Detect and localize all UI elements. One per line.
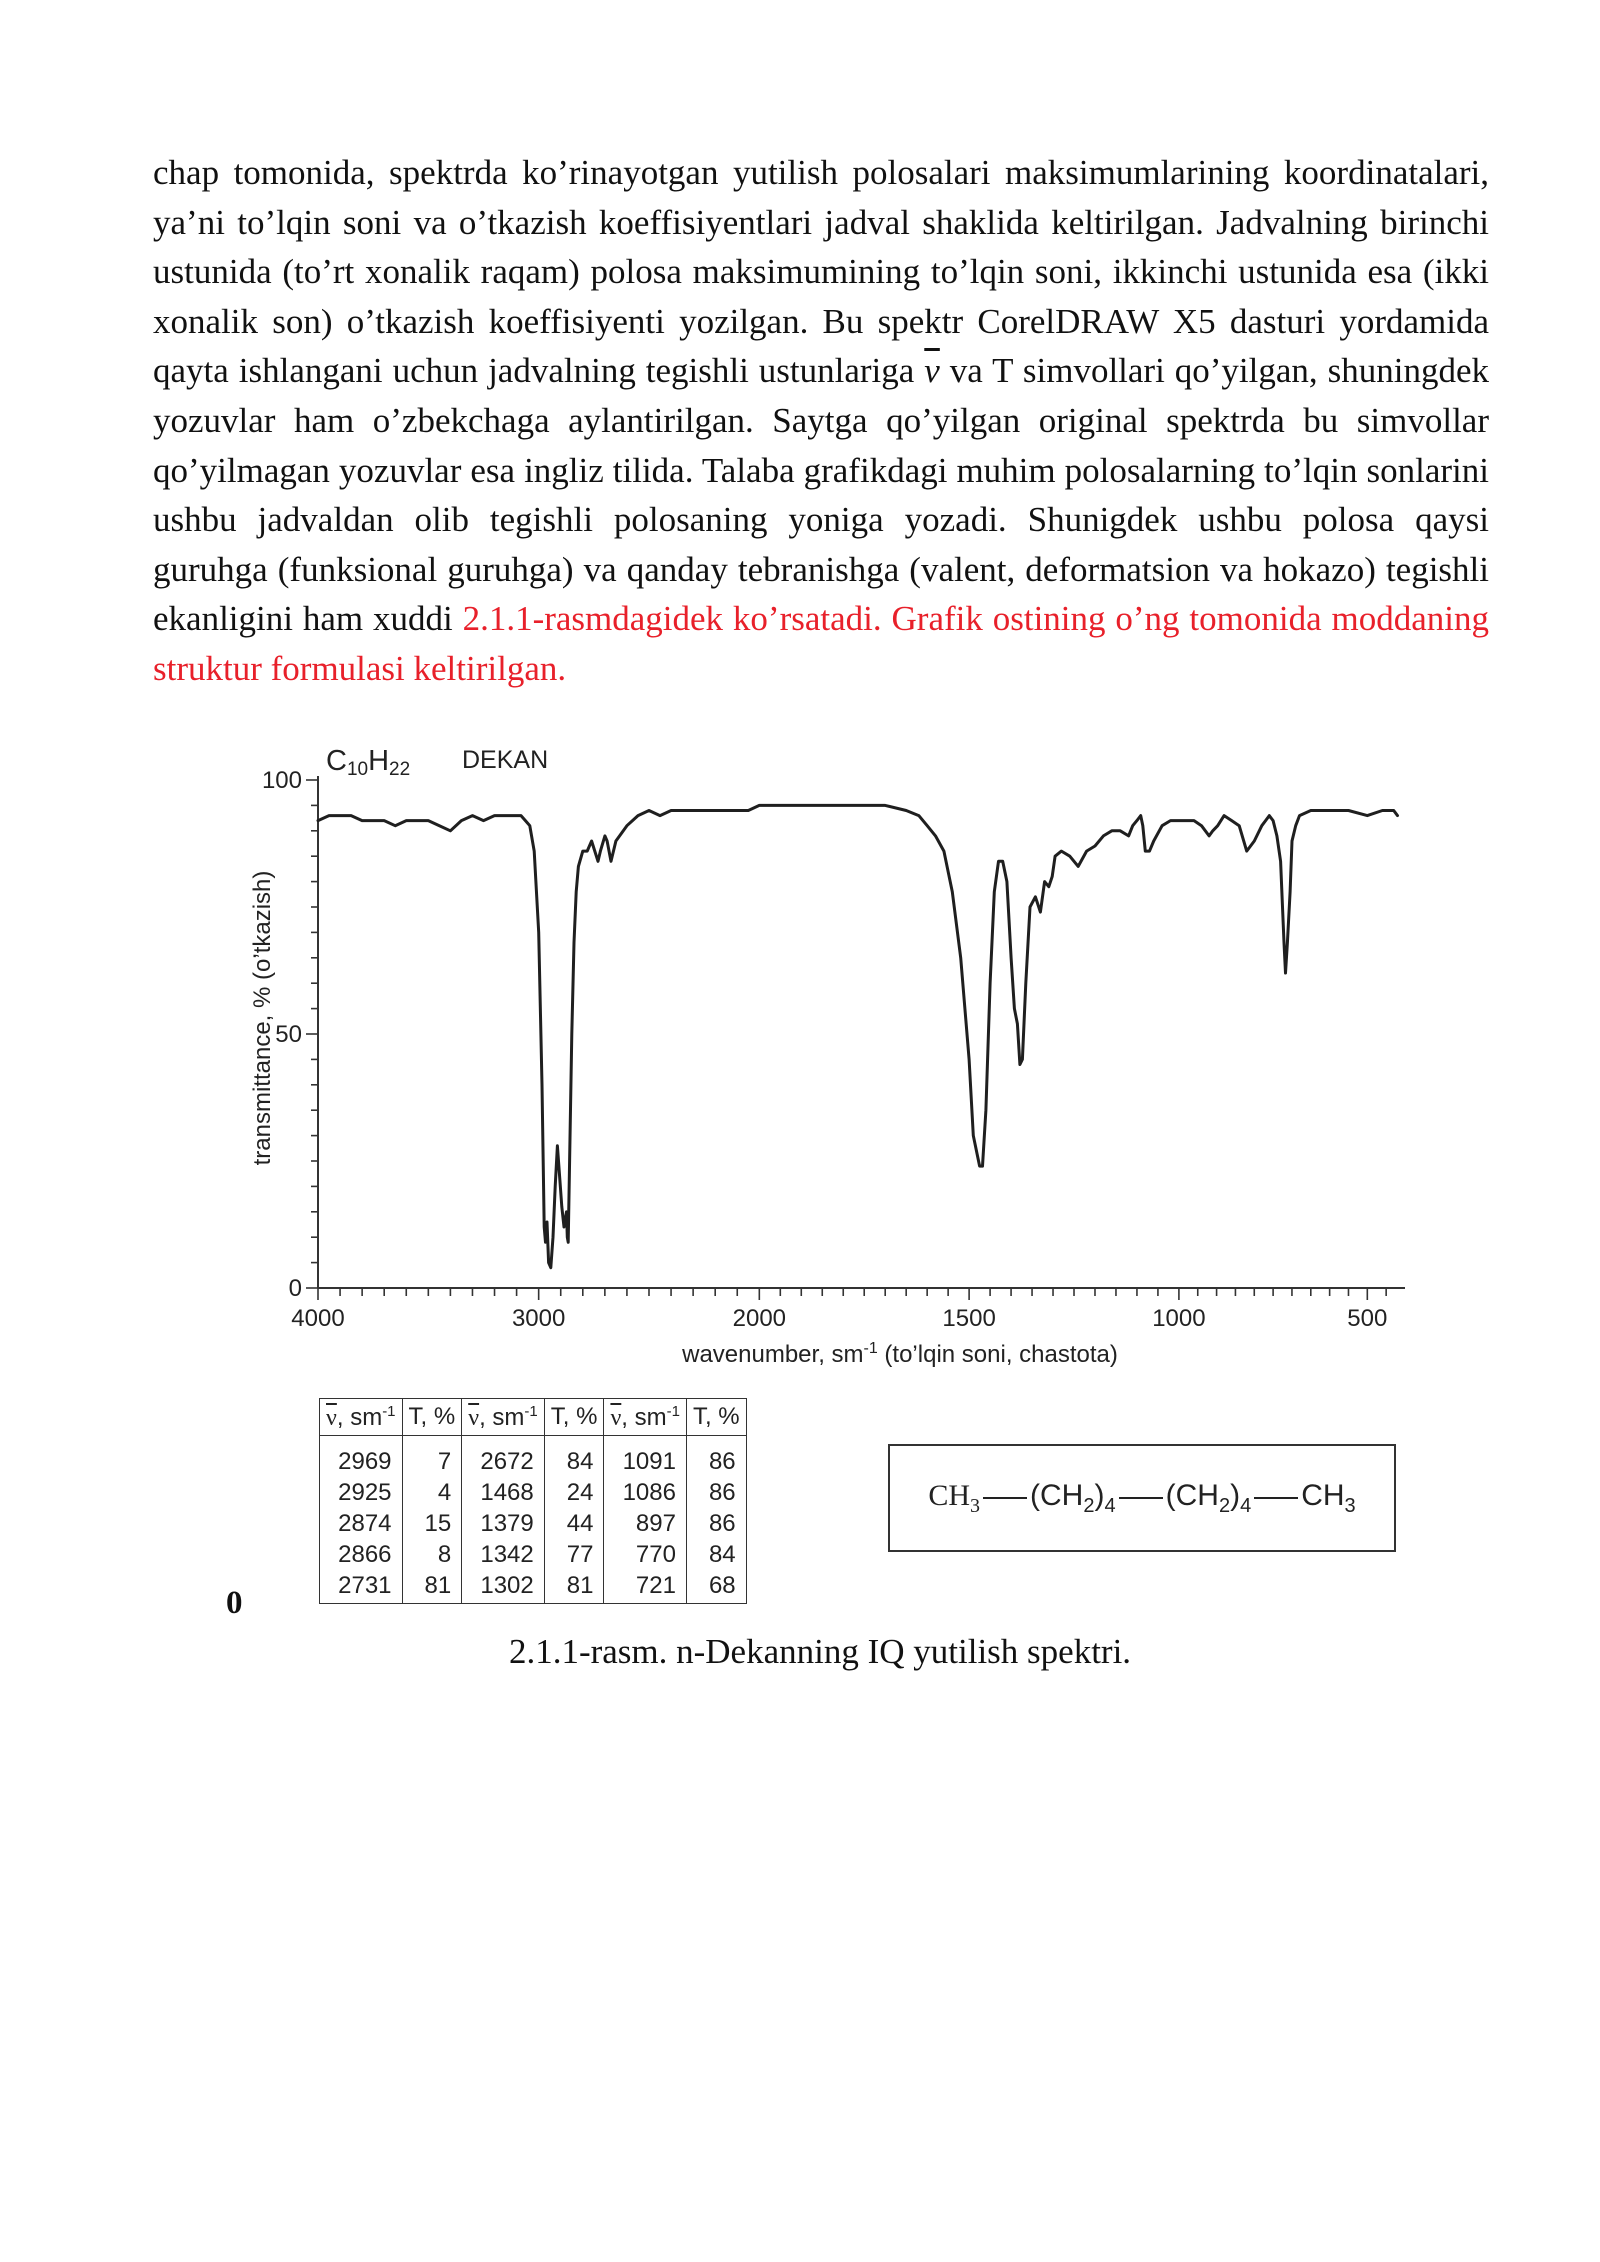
table-cell: 2969 bbox=[320, 1436, 403, 1478]
table-cell: 77 bbox=[544, 1539, 604, 1570]
x-tick-label: 4000 bbox=[291, 1305, 345, 1332]
table-cell: 4 bbox=[402, 1477, 462, 1508]
table-cell: 68 bbox=[686, 1570, 746, 1604]
table-cell: 8 bbox=[402, 1539, 462, 1570]
chart-ticks bbox=[262, 767, 1387, 1332]
table-cell: 1342 bbox=[462, 1539, 545, 1570]
table-cell: 81 bbox=[402, 1570, 462, 1604]
ir-spectrum-chart bbox=[230, 740, 1450, 1380]
bond-line bbox=[1254, 1497, 1298, 1499]
col-header-nu: $\overline{\nu}$, $sm^{-1}$ bbox=[604, 1399, 687, 1436]
absorption-bands-table bbox=[319, 1398, 747, 1604]
table-row bbox=[320, 1436, 747, 1478]
table-cell: 2874 bbox=[320, 1508, 403, 1539]
structure-ch3-left: $CH_3$ bbox=[928, 1478, 981, 1517]
table-cell: 1468 bbox=[462, 1477, 545, 1508]
bond-line bbox=[1119, 1497, 1163, 1499]
table-cell: 44 bbox=[544, 1508, 604, 1539]
table-cell: 84 bbox=[686, 1539, 746, 1570]
col-header-t: T, % bbox=[544, 1399, 604, 1436]
col-header-nu: $\overline{\nu}$, $sm^{-1}$ bbox=[320, 1399, 403, 1436]
x-tick-label: 2000 bbox=[732, 1305, 787, 1332]
table-cell: 86 bbox=[686, 1477, 746, 1508]
table-cell: 1379 bbox=[462, 1508, 545, 1539]
paragraph-red-text: 2.1.1-rasmdagidek ko’rsatadi. Grafik ostining o’ng tomonida moddaning struktur formulasi keltirilgan. bbox=[153, 599, 1489, 688]
paragraph-text-1: chap tomonida, spektrda ko’rinayotgan yutilish polosalari maksimumlarining koordinatalari, ya’ni to’lqin soni va o’tkazish koeffisiyentlari jadval shaklida keltirilgan. Jadvalning birinchi ustunida (to’rt xonalik raqam) polosa maksimumining to’lqin soni, ikkinchi ustunida esa (ikki xonalik son) o’tkazish koeffisiyenti yozilgan. Bu spektr CorelDRAW X5 dasturi yordamida qayta ishlangani uchun jadvalning tegishli ustunlariga bbox=[153, 153, 1489, 391]
table-row bbox=[320, 1477, 747, 1508]
y-axis-label: transmittance, % (o’tkazish) bbox=[249, 870, 276, 1166]
table-cell: 2731 bbox=[320, 1570, 403, 1604]
structure-ch3-right: $CH_3$ bbox=[1301, 1478, 1356, 1517]
table-cell: 2672 bbox=[462, 1436, 545, 1478]
table-cell: 86 bbox=[686, 1436, 746, 1478]
x-tick-label: 1500 bbox=[942, 1305, 996, 1332]
x-tick-label: 500 bbox=[1347, 1305, 1388, 1332]
table-cell: 1086 bbox=[604, 1477, 687, 1508]
table-cell: 7 bbox=[402, 1436, 462, 1478]
col-header-t: T, % bbox=[686, 1399, 746, 1436]
page-number: 0 bbox=[226, 1585, 243, 1621]
structure-ch2-group-a: $(CH_2)_4$ bbox=[1030, 1478, 1116, 1517]
y-tick-label: 0 bbox=[288, 1275, 302, 1302]
chart-formula: C10H22 bbox=[326, 745, 411, 780]
table-cell: 86 bbox=[686, 1508, 746, 1539]
structural-formula-box bbox=[888, 1444, 1396, 1552]
paragraph-text-2: va T simvollari qo’yilgan, shuningdek yozuvlar ham o’zbekchaga aylantirilgan. Saytga qo’yilgan original spektrda bu simvollar qo’yilmagan yozuvlar esa ingliz tilida. Talaba grafikdagi muhim polosalarning to’lqin sonlarini ushbu jadvaldan olib tegishli polosaning yoniga yozadi. Shunigdek ushbu polosa qaysi guruhga (funksional guruhga) va qanday tebranishga (valent, deformatsion va hokazo) tegishli ekanligini ham xuddi bbox=[153, 351, 1489, 639]
table-cell: 81 bbox=[544, 1570, 604, 1604]
body-paragraph bbox=[153, 148, 1489, 694]
spectrum-line bbox=[318, 805, 1398, 1267]
structure-ch2-group-b: $(CH_2)_4$ bbox=[1165, 1478, 1252, 1517]
x-axis-label: wavenumber, $sm^{-1}$ (to’lqin soni, chastota) bbox=[682, 1340, 1118, 1368]
table-cell: 2866 bbox=[320, 1539, 403, 1570]
col-header-nu: $\overline{\nu}$, $sm^{-1}$ bbox=[462, 1399, 545, 1436]
table-row bbox=[320, 1570, 747, 1604]
table-cell: 897 bbox=[604, 1508, 687, 1539]
nu-symbol: $\overline{\nu}$ bbox=[924, 351, 940, 391]
table-header-row bbox=[320, 1399, 747, 1436]
table-cell: 1302 bbox=[462, 1570, 545, 1604]
table-cell: 24 bbox=[544, 1477, 604, 1508]
table-cell: 84 bbox=[544, 1436, 604, 1478]
col-header-t: T, % bbox=[402, 1399, 462, 1436]
table-cell: 770 bbox=[604, 1539, 687, 1570]
figure-caption: 2.1.1-rasm. n-Dekanning IQ yutilish spektri. bbox=[508, 1632, 1132, 1671]
y-tick-label: 100 bbox=[261, 767, 302, 794]
table-row bbox=[320, 1539, 747, 1570]
table-cell: 15 bbox=[402, 1508, 462, 1539]
x-tick-label: 3000 bbox=[511, 1305, 566, 1332]
y-tick-label: 50 bbox=[275, 1021, 302, 1048]
table-cell: 1091 bbox=[604, 1436, 687, 1478]
chart-axes bbox=[318, 776, 1405, 1288]
table-cell: 721 bbox=[604, 1570, 687, 1604]
table-cell: 2925 bbox=[320, 1477, 403, 1508]
x-tick-label: 1000 bbox=[1152, 1305, 1206, 1332]
bond-line bbox=[983, 1497, 1027, 1499]
chart-compound-name: DEKAN bbox=[462, 746, 549, 774]
table-row bbox=[320, 1508, 747, 1539]
